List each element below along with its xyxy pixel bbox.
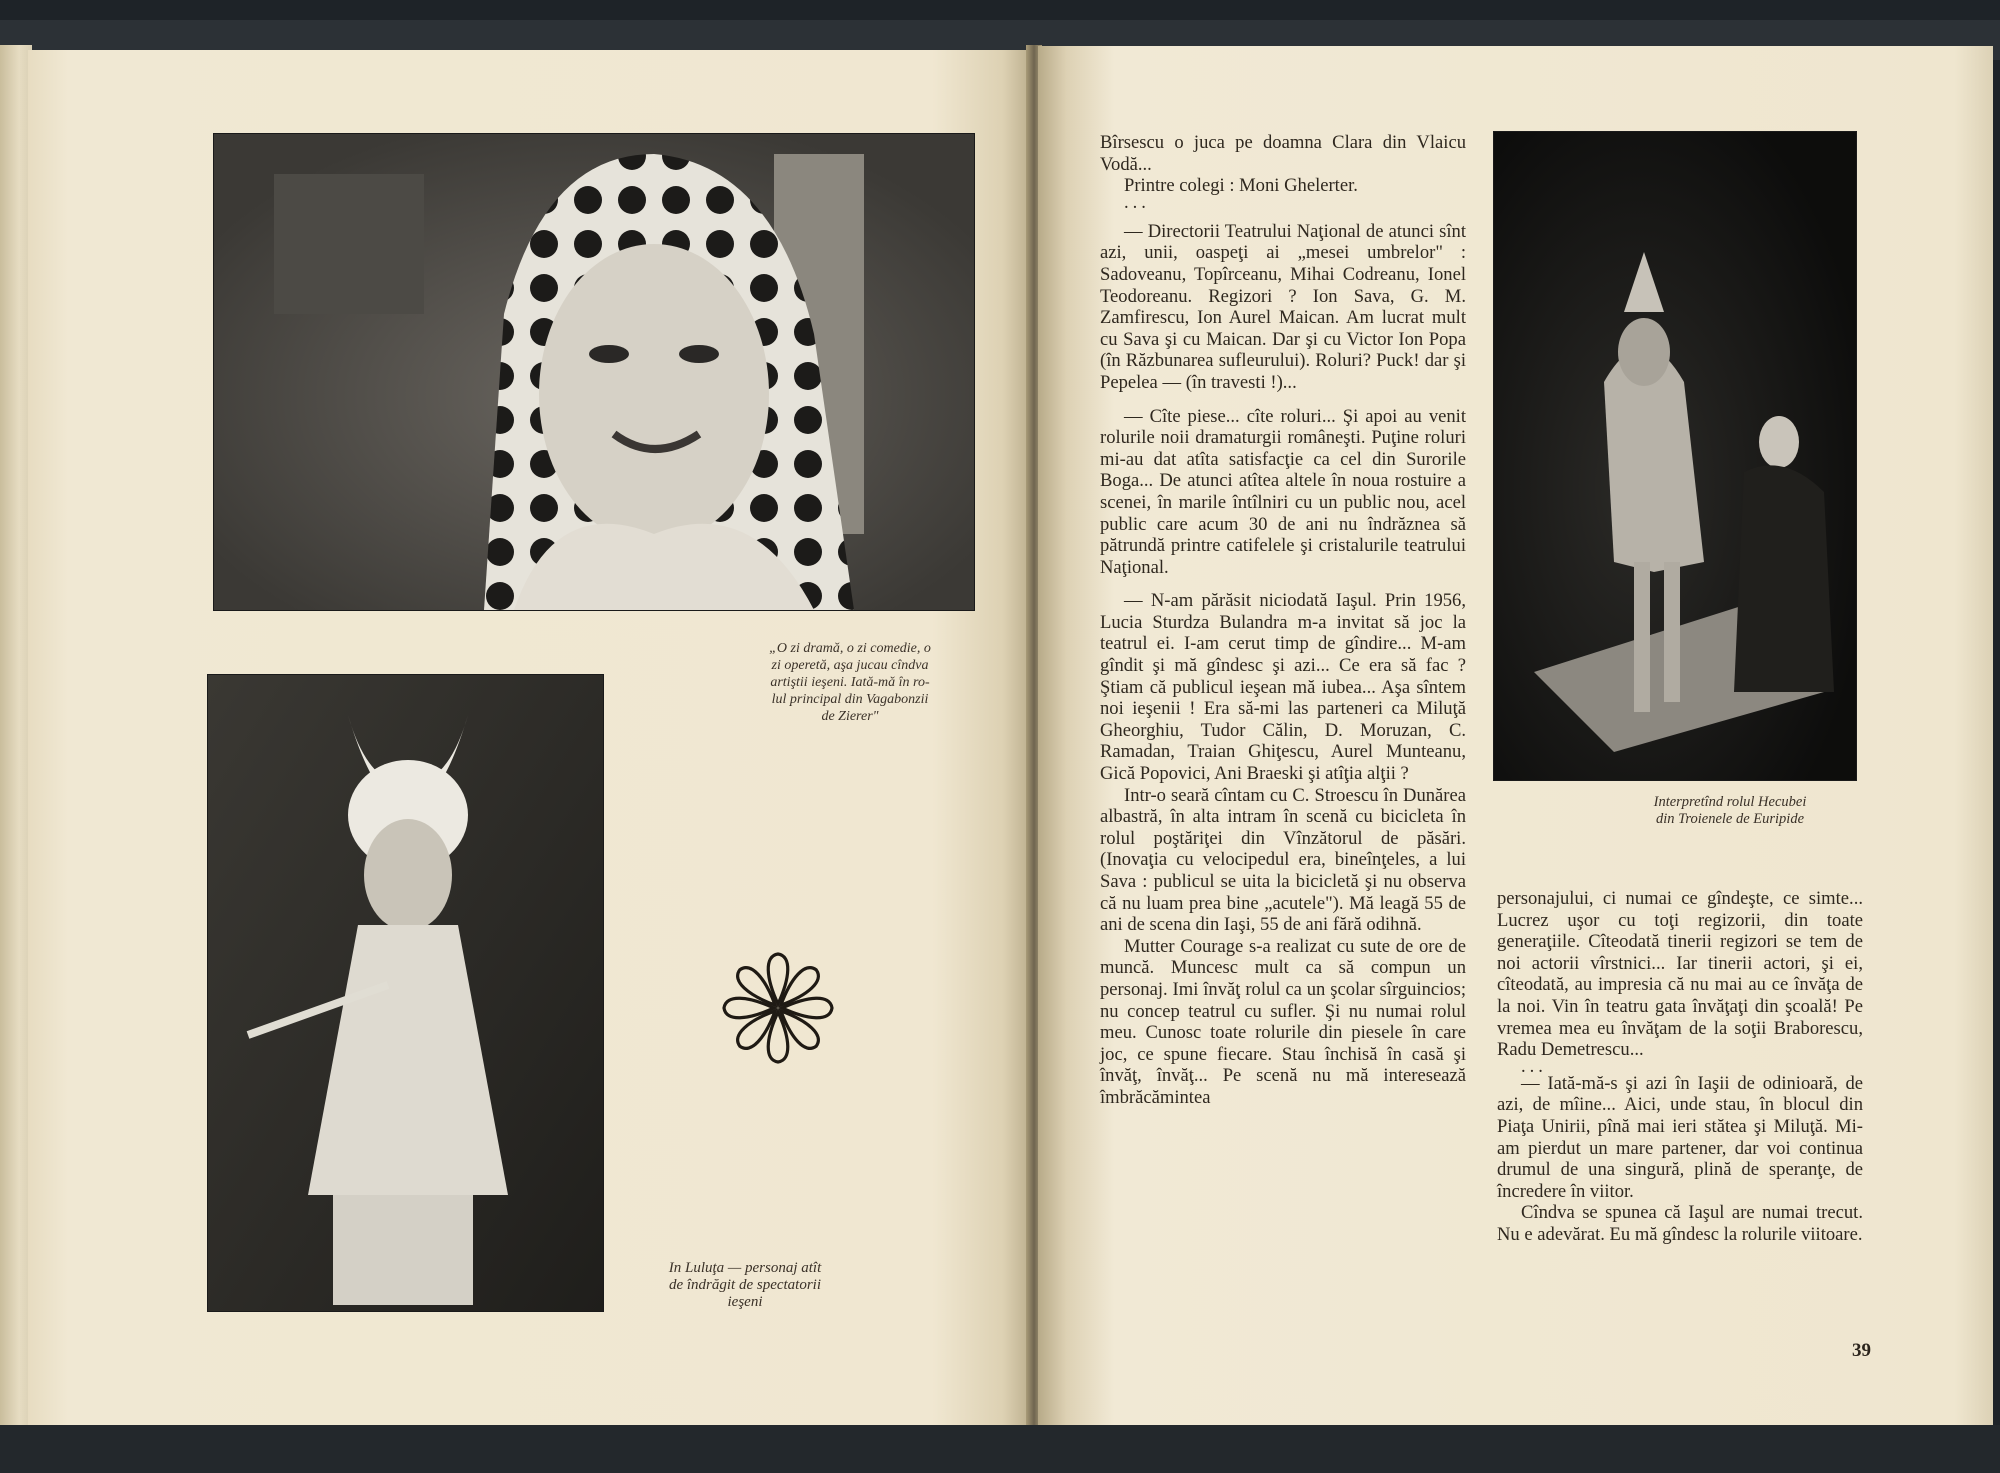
caption-line: ieşeni (727, 1294, 763, 1310)
ellipsis: ... (1521, 1055, 1547, 1077)
paragraph: Cîndva se spunea că Iaşul are numai trecut. Nu e adevărat. Eu mă gîndesc la rolurile viitoare. (1497, 1202, 1863, 1245)
caption-line: de îndrăgit de spectatorii (668, 1277, 822, 1293)
caption-bottom-photo (620, 1260, 870, 1311)
text-column-1 (1100, 132, 1466, 1109)
paragraph: — Cîte piese... cîte roluri... Şi apoi au venit rolurile noii dramaturgii româneşti. Puţine roluri mi-au dat atîta satisfacţie ca cel din Surorile Boga... De atunci atîtea altele în noua rostuire a scenei, în marile întîlniri cu un public nou, acel public care acum 30 de ani nu îndrăznea să pătrundă printre catifelele şi cristalurile teatrului Naţional. (1100, 405, 1466, 578)
paragraph: personajului, ci numai ce gîndeşte, ce simte... Lucrez uşor cu toţi regizorii, din toate generaţiile. Cîteodată tinerii regizori se tem de noi actorii vîrstnici... Iar tinerii actori, şi ei, cîteodată, au impresia că nu mai au ce învăţa de la noi. Vin în teatru gata învăţaţi din şcoală! Pe vremea mea eu învăţam de la soţii Braborescu, Radu Demetrescu... (1497, 888, 1863, 1061)
caption-line: artiştii ieşeni. Iată-mă în ro- (770, 675, 930, 690)
flower-ornament-icon (718, 948, 838, 1068)
paragraph: — Directorii Teatrului Naţional de atunci sînt azi, unii, oaspeţi ai „mesei umbrelor" : Sadoveanu, Topîrceanu, Mihai Codreanu, Ionel Teodoreanu. Regizori ? Ion Sava, G. M. Zamfirescu, Ion Aurel Maican. Am lucrat mult cu Sava şi cu Maican. Dar şi cu Victor Ion Popa (în Răzbunarea sufleurului). Roluri? Puck! dar şi Pepelea — (în travesti !)... (1100, 220, 1466, 393)
paragraph: Intr-o seară cîntam cu C. Stroescu în Dunărea albastră, în alta intram în scenă cu bicicleta în rolul poştăriţei din Vînzătorul de păsări. (Inovaţia cu velocipedul era, bineînţeles, a lui Sava : publicul se uita la bicicletă şi nu observa că nu luam prea bine „acutele"). Mă leagă 55 de ani de scena din Iaşi, 55 de ani fără odihnă. (1100, 784, 1466, 936)
paragraph: Bîrsescu o juca pe doamna Clara din Vlaicu Vodă... (1100, 132, 1466, 175)
caption-right-photo (1600, 794, 1860, 828)
paragraph: Mutter Courage s-a realizat cu sute de ore de muncă. Muncesc mult ca să compun un personaj. Imi învăţ rolul ca un şcolar sîrguincios; nu concep teatrul cu sufler. Şi nu numai rolul meu. Cunosc toate rolurile din piesele în care joc, ce spune fiecare. Stau închisă în casă şi învăţ, învăţ... Pe scenă nu mă interesează îmbrăcămintea (1100, 935, 1466, 1108)
paragraph: — N-am părăsit niciodată Iaşul. Prin 1956, Lucia Sturdza Bulandra m-a invitat să joc la teatrul ei. I-am cerut timp de gîndire... M-am gîndit şi mă gîndesc şi azi... Ce era să fac ? Ştiam că publicul ieşean mă iubea... Aşa sîntem noi ieşenii ! Era să-mi las parteneri ca Miluţă Gheorghiu, Tudor Călin, D. Moruzan, C. Ramadan, Traian Ghiţescu, Aurel Munteanu, Gică Popovici, Ani Braeski şi atîţia alţii ? (1100, 590, 1466, 785)
ellipsis: ... (1124, 191, 1150, 213)
caption-line: In Luluţa — personaj atît (668, 1260, 822, 1276)
book-cover-bottom (0, 1425, 2000, 1473)
text-column-2 (1497, 888, 1863, 1246)
page-number: 39 (1852, 1340, 1871, 1361)
paragraph: — Iată-mă-s şi azi în Iaşii de odinioară, de azi, de mîine... Aici, unde stau, în blocul din Piaţa Unirii, pînă mai ieri stătea şi Miluţă. Mi-am pierdut un mare partener, dar voi continua drumul de una singură, plină de speranţe, de încredere în viitor. (1497, 1072, 1863, 1202)
photo-actress-luluta-costume (207, 674, 604, 1312)
caption-line: lul principal din Vagabonzii (771, 692, 929, 707)
caption-line: zi operetă, aşa jucau cîndva (771, 658, 929, 673)
caption-line: „O zi dramă, o zi comedie, o (769, 641, 931, 656)
caption-line: de Zierer" (821, 709, 879, 724)
caption-top-photo (728, 640, 972, 725)
photo-hecuba-role (1493, 131, 1857, 781)
paragraph: Printre colegi : Moni Ghelerter. (1124, 175, 1358, 197)
caption-line: Interpretînd rolul Hecubei (1653, 794, 1807, 810)
photo-actress-polka-dot-scarf (213, 133, 975, 611)
caption-line: din Troienele de Euripide (1655, 811, 1805, 827)
